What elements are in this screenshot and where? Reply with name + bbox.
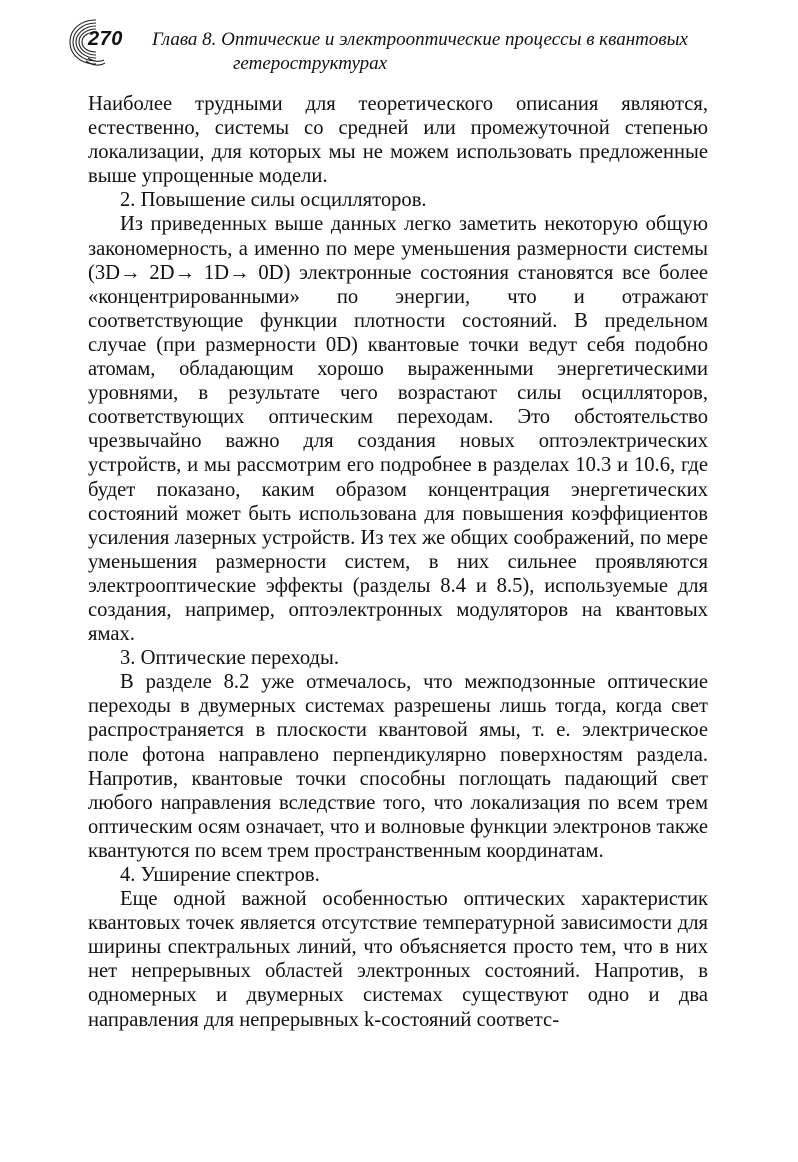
running-head [152,28,724,76]
running-head-line-2: гетероструктурах [233,53,388,74]
paragraph-3: В разделе 8.2 уже отмечалось, что межподзонные оптические переходы в двумерных системах разрешены лишь тогда, когда свет распространяется в плоскости квантовой ямы, т. е. электрическое поле фотона направлено перпендикулярно поверхностям раздела. Напротив, квантовые точки способны поглощать падающий свет любого направления вследствие того, что локализация по всем трем оптическим осям означает, что и волновые функции электронов также квантуются по всем трем пространственным координатам. [88,671,708,862]
paragraph-1: Наиболее трудными для теоретического описания являются, естественно, системы со средней или промежуточной степенью локализации, для которых мы не можем использовать предложенные выше упрощенные модели. [88,93,708,188]
heading-spectral-broadening: 4. Уширение спектров. [120,864,320,886]
heading-oscillator-strength: 2. Повышение силы осцилляторов. [120,189,427,212]
paragraph-2: Из приведенных выше данных легко заметить некоторую общую закономерность, а именно по мере уменьшения размерности системы (3D→ 2D→ 1D→ 0D) электронные состояния становятся все более «концентрированными» по энергии, что и отражают соответствующие функции плотности состояний. В предельном случае (при размерности 0D) квантовые точки ведут себя подобно атомам, обладающим хорошо выраженными энергетическими уровнями, в результате чего возрастают силы осцилляторов, соответствующих оптическим переходам. Это обстоятельство чрезвычайно важно для создания новых оптоэлектрических устройств, и мы рассмотрим его подробнее в разделах 10.3 и 10.6, где будет показано, каким образом концентрация энергетических состояний может быть использована для повышения коэффициентов усиления лазерных устройств. Из тех же общих соображений, по мере уменьшения размерности систем, в них сильнее проявляются электрооптические эффекты (разделы 8.4 и 8.5), используемые для создания, например, оптоэлектронных модуляторов на квантовых ямах. [88,213,708,646]
body-text [88,92,708,1032]
running-head-line-1: Глава 8. Оптические и электрооптические процессы в квантовых [152,29,688,50]
page-number: 270 [88,28,123,50]
page-header [66,14,726,74]
heading-optical-transitions: 3. Оптические переходы. [120,647,339,670]
paragraph-4: Еще одной важной особенностью оптических характеристик квантовых точек является отсутствие температурной зависимости для ширины спектральных линий, что объясняется просто тем, что в них нет непрерывных областей электронных состояний. Напротив, в одномерных и двумерных системах существуют одно и два направления для непрерывных k-состояний соответс- [88,888,708,1031]
